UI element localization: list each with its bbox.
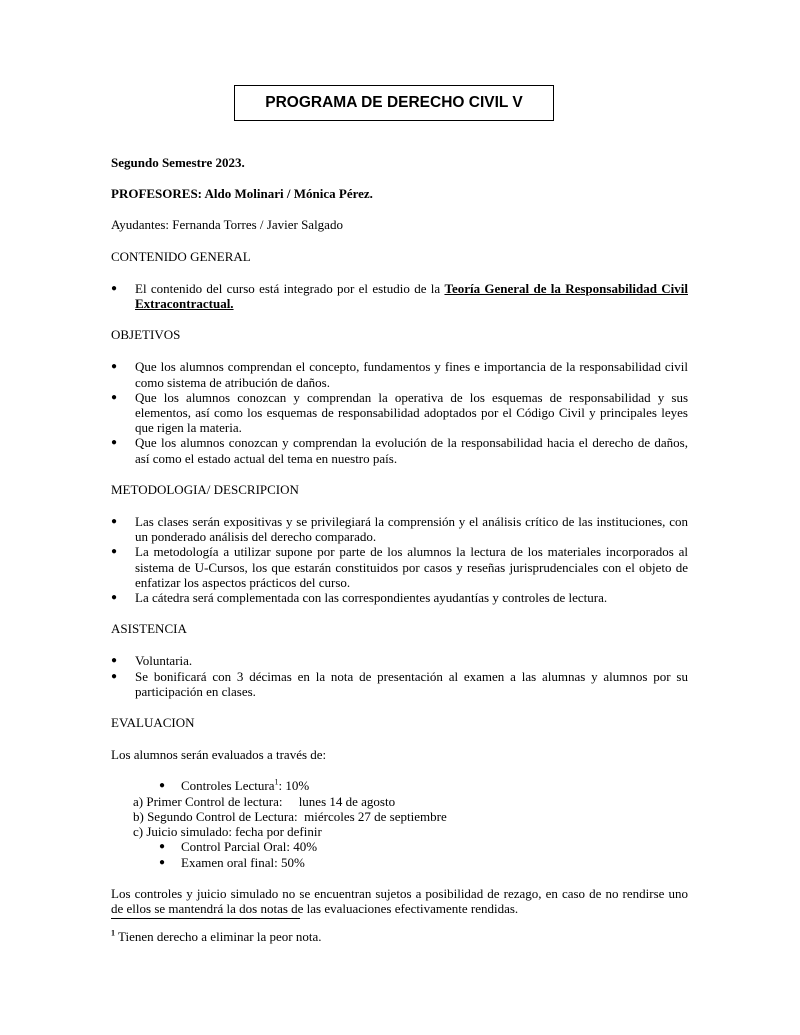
list-item: ● La metodología a utilizar supone por parte de los alumnos la lectura de los materiales incorporados al sistema de U-Cursos, los que estarán constituidos por casos y reseñas jurisprudenciales con el objeto de enfatizar los aspectos prácticos del curso. xyxy=(111,544,688,590)
assistants-line: Ayudantes: Fernanda Torres / Javier Salgado xyxy=(111,217,343,233)
section-heading-metodologia: METODOLOGIA/ DESCRIPCION xyxy=(111,481,299,497)
list-item: ● El contenido del curso está integrado por el estudio de la Teoría General de la Responsabilidad Civil Extracontractual. xyxy=(111,280,688,312)
bullet-icon: ● xyxy=(111,361,118,373)
bullet-icon: ● xyxy=(111,655,118,667)
footnote-ref: 1 xyxy=(274,778,279,788)
bullet-icon: ● xyxy=(111,437,118,449)
asistencia-list xyxy=(111,653,688,699)
footnote-divider xyxy=(111,918,300,919)
bullet-icon: ● xyxy=(111,670,118,682)
bullet-icon: ● xyxy=(111,391,118,403)
document-title: PROGRAMA DE DERECHO CIVIL V xyxy=(234,85,554,121)
list-item: ● Voluntaria. xyxy=(111,653,193,669)
list-item: ● Las clases serán expositivas y se privilegiará la comprensión y el análisis crítico de las instituciones, con un ponderado análisis del derecho comparado. xyxy=(111,514,688,545)
list-item: ● Que los alumnos conozcan y comprendan la operativa de los esquemas de responsabilidad y sus elementos, así como los esquemas de responsabilidad adoptados por el Código Civil y principales leyes que rigen la materia. xyxy=(111,389,688,436)
section-heading-evaluacion: EVALUACION xyxy=(111,715,195,731)
bullet-icon: ● xyxy=(159,841,166,853)
bullet-icon: ● xyxy=(111,592,118,604)
professors-line: PROFESORES: Aldo Molinari / Mónica Pérez. xyxy=(111,186,373,202)
bullet-icon: ● xyxy=(159,780,166,792)
section-heading-asistencia: ASISTENCIA xyxy=(111,621,187,637)
bullet-icon: ● xyxy=(111,282,118,294)
evaluation-sub-b: b) Segundo Control de Lectura: miércoles 27 de septiembre xyxy=(133,808,447,824)
evaluation-closing: Los controles y juicio simulado no se encuentran sujetos a posibilidad de rezago, en caso de no rendirse uno de ellos se mantendrá la dos notas de las evaluaciones efectivamente rendidas. xyxy=(111,885,688,916)
section-heading-contenido: CONTENIDO GENERAL xyxy=(111,248,251,264)
list-item: ● Controles Lectura$^1$: 10% xyxy=(159,778,310,794)
footnote xyxy=(111,929,322,945)
evaluation-sub-a: a) Primer Control de lectura: lunes 14 de agosto xyxy=(133,793,396,809)
list-item: ● Que los alumnos comprendan el concepto, fundamentos y fines e importancia de la responsabilidad civil como sistema de atribución de daños. xyxy=(111,359,688,390)
evaluation-list-orales xyxy=(111,839,688,869)
evaluation-sub-c: c) Juicio simulado: fecha por definir xyxy=(133,824,322,840)
document-body xyxy=(111,155,688,916)
list-item: ● Que los alumnos conozcan y comprendan la evolución de la responsabilidad hacia el derecho de daños, así como el estado actual del tema en nuestro país. xyxy=(111,435,688,466)
evaluation-intro: Los alumnos serán evaluados a través de: xyxy=(111,747,327,763)
footnote-mark: 1 xyxy=(111,928,115,938)
list-item: ● La cátedra será complementada con las correspondientes ayudantías y controles de lectura. xyxy=(111,590,608,606)
bullet-icon: ● xyxy=(159,856,166,868)
bullet-icon: ● xyxy=(111,546,118,558)
semester-line: Segundo Semestre 2023. xyxy=(111,155,245,170)
evaluation-list-controles xyxy=(111,778,688,793)
contenido-list xyxy=(111,281,688,311)
list-item: ● Examen oral final: 50% xyxy=(159,854,305,870)
list-item: ● Se bonificará con 3 décimas en la nota de presentación al examen a las alumnas y alumnos por su participación en clases. xyxy=(111,668,688,699)
objetivos-list xyxy=(111,359,688,465)
section-heading-objetivos: OBJETIVOS xyxy=(111,327,181,343)
metodologia-list xyxy=(111,514,688,605)
bullet-icon: ● xyxy=(111,516,118,528)
list-item: ● Control Parcial Oral: 40% xyxy=(159,839,318,855)
course-topic: Teoría General de la Responsabilidad Civil Extracontractual. xyxy=(135,280,688,312)
footnote-text: Tienen derecho a eliminar la peor nota. xyxy=(115,929,322,944)
